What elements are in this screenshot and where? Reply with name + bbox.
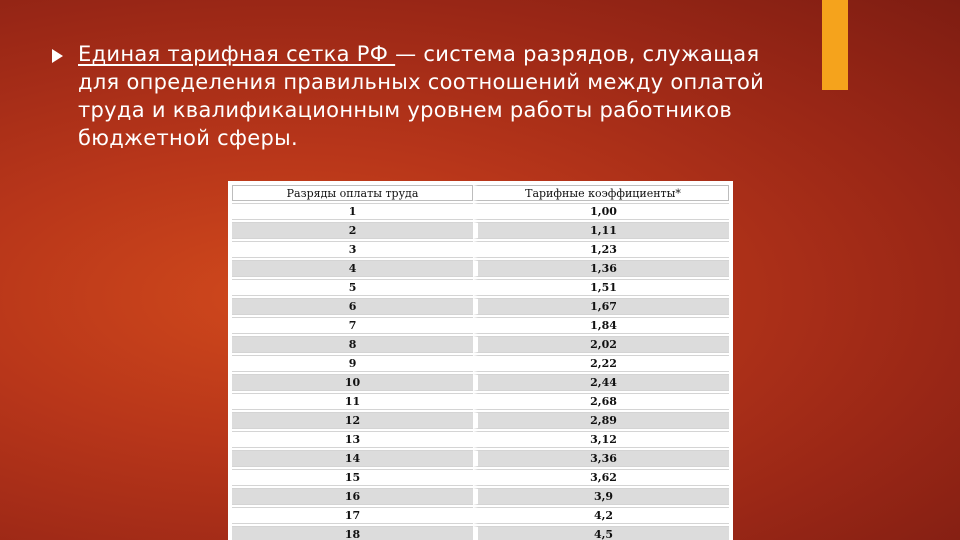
header-grade: Разряды оплаты труда <box>232 185 473 201</box>
coefficient-cell: 2,89 <box>473 412 729 429</box>
coefficient-cell: 1,11 <box>473 222 729 239</box>
table-row <box>232 412 729 429</box>
grade-cell: 3 <box>232 241 473 258</box>
coefficient-cell: 3,62 <box>473 469 729 486</box>
coefficient-cell: 2,44 <box>473 374 729 391</box>
table-row <box>232 317 729 334</box>
tariff-table-image <box>228 181 733 540</box>
grade-cell: 7 <box>232 317 473 334</box>
table-row <box>232 393 729 410</box>
grade-cell: 16 <box>232 488 473 505</box>
grade-cell: 8 <box>232 336 473 353</box>
table-row <box>232 431 729 448</box>
grade-cell: 13 <box>232 431 473 448</box>
grade-cell: 11 <box>232 393 473 410</box>
tariff-table <box>232 183 729 540</box>
coefficient-cell: 1,67 <box>473 298 729 315</box>
table-row <box>232 241 729 258</box>
grade-cell: 4 <box>232 260 473 277</box>
table-header-row <box>232 185 729 201</box>
grade-cell: 5 <box>232 279 473 296</box>
table-row <box>232 526 729 540</box>
grade-cell: 14 <box>232 450 473 467</box>
coefficient-cell: 1,36 <box>473 260 729 277</box>
table-row <box>232 336 729 353</box>
definition-text: — система разрядов, служащая для определения правильных соотношений между оплатой труда и квалификационным уровнем работы работников бюджетной сферы. <box>78 42 765 150</box>
grade-cell: 12 <box>232 412 473 429</box>
coefficient-cell: 1,51 <box>473 279 729 296</box>
grade-cell: 9 <box>232 355 473 372</box>
table-row <box>232 203 729 220</box>
table-row <box>232 260 729 277</box>
table-row <box>232 279 729 296</box>
coefficient-cell: 3,9 <box>473 488 729 505</box>
table-row <box>232 355 729 372</box>
grade-cell: 6 <box>232 298 473 315</box>
coefficient-cell: 4,5 <box>473 526 729 540</box>
table-row <box>232 450 729 467</box>
coefficient-cell: 1,84 <box>473 317 729 334</box>
accent-bar <box>822 0 848 90</box>
coefficient-cell: 1,00 <box>473 203 729 220</box>
grade-cell: 17 <box>232 507 473 524</box>
term-underlined: Единая тарифная сетка РФ <box>78 42 396 66</box>
coefficient-cell: 3,36 <box>473 450 729 467</box>
table-row <box>232 374 729 391</box>
grade-cell: 15 <box>232 469 473 486</box>
table-row <box>232 298 729 315</box>
definition-paragraph <box>78 40 798 152</box>
grade-cell: 1 <box>232 203 473 220</box>
header-coefficient: Тарифные коэффициенты* <box>473 185 729 201</box>
coefficient-cell: 2,22 <box>473 355 729 372</box>
table-row <box>232 222 729 239</box>
table-body <box>232 203 729 540</box>
coefficient-cell: 4,2 <box>473 507 729 524</box>
table-row <box>232 488 729 505</box>
table-row <box>232 469 729 486</box>
grade-cell: 10 <box>232 374 473 391</box>
bullet-arrow-icon <box>52 49 63 63</box>
coefficient-cell: 3,12 <box>473 431 729 448</box>
grade-cell: 2 <box>232 222 473 239</box>
coefficient-cell: 1,23 <box>473 241 729 258</box>
coefficient-cell: 2,02 <box>473 336 729 353</box>
table-row <box>232 507 729 524</box>
coefficient-cell: 2,68 <box>473 393 729 410</box>
grade-cell: 18 <box>232 526 473 540</box>
